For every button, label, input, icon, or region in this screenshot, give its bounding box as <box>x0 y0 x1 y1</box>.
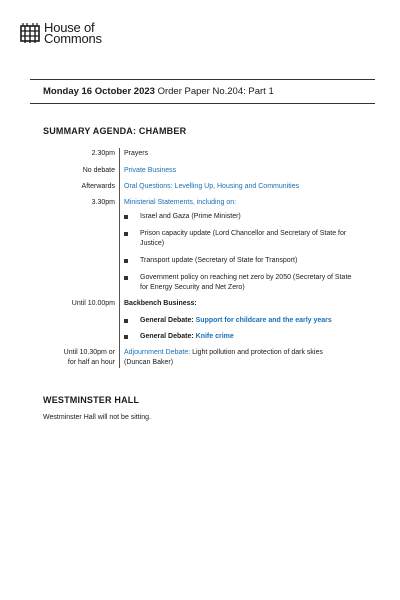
bullet-icon <box>124 335 128 339</box>
westminster-hall-text: Westminster Hall will not be sitting. <box>43 414 152 421</box>
bullet-icon <box>124 215 128 219</box>
adjournment-member: (Duncan Baker) <box>124 359 174 366</box>
debate-link-knife-crime[interactable]: Knife crime <box>195 333 234 340</box>
logo-line2: Commons <box>44 31 102 46</box>
agenda-time: No debate <box>82 167 115 174</box>
adjournment-time-line1: Until 10.30pm or <box>63 349 115 356</box>
bullet-icon <box>124 319 128 323</box>
agenda-time: Until 10.00pm <box>71 300 115 307</box>
header-top-rule <box>30 79 375 80</box>
agenda-divider <box>119 148 120 368</box>
order-paper-title <box>43 86 274 97</box>
statement-item: Government policy on reaching net zero by 2050 (Secretary of State for Energy Security and Net Zero) <box>140 274 352 291</box>
debate-prefix: General Debate: <box>140 333 194 340</box>
agenda-time: 2.30pm <box>91 150 115 157</box>
logo-text <box>44 22 102 44</box>
debate-item <box>140 316 370 326</box>
order-paper-number: Order Paper No.204: Part 1 <box>154 86 274 97</box>
adjournment-text: Light pollution and protection of dark skies <box>190 349 323 356</box>
debate-prefix: General Debate: <box>140 317 194 324</box>
statement-item: Transport update (Secretary of State for Transport) <box>140 257 298 264</box>
agenda-time: 3.30pm <box>91 199 115 206</box>
agenda-time <box>42 348 115 368</box>
backbench-business-label: Backbench Business: <box>124 300 197 307</box>
bullet-icon <box>124 259 128 263</box>
bullet-icon <box>124 276 128 280</box>
statement-item: Israel and Gaza (Prime Minister) <box>140 213 241 220</box>
header-bottom-rule <box>30 103 375 104</box>
logo-line1: House of <box>44 20 95 35</box>
agenda-link-oral-questions[interactable]: Oral Questions: Levelling Up, Housing and Communities <box>124 183 300 190</box>
westminster-hall-heading: WESTMINSTER HALL <box>43 395 140 405</box>
bullet-icon <box>124 232 128 236</box>
chamber-heading: SUMMARY AGENDA: CHAMBER <box>43 126 187 136</box>
debate-link-childcare[interactable]: Support for childcare and the early years <box>195 317 332 324</box>
agenda-link-ministerial-statements[interactable]: Ministerial Statements, including on: <box>124 199 237 206</box>
agenda-link-private-business[interactable]: Private Business <box>124 167 177 174</box>
house-of-commons-logo <box>20 22 102 44</box>
adjournment-item <box>124 348 374 368</box>
adjournment-debate-link[interactable]: Adjournment Debate: <box>124 349 191 356</box>
portcullis-icon <box>20 22 40 44</box>
adjournment-time-line2: for half an hour <box>67 359 115 366</box>
statement-item: Prison capacity update (Lord Chancellor and Secretary of State for Justice) <box>140 230 347 247</box>
debate-item <box>140 332 355 342</box>
agenda-item-prayers: Prayers <box>124 150 149 157</box>
agenda-time: Afterwards <box>81 183 115 190</box>
order-paper-date: Monday 16 October 2023 <box>43 86 155 97</box>
